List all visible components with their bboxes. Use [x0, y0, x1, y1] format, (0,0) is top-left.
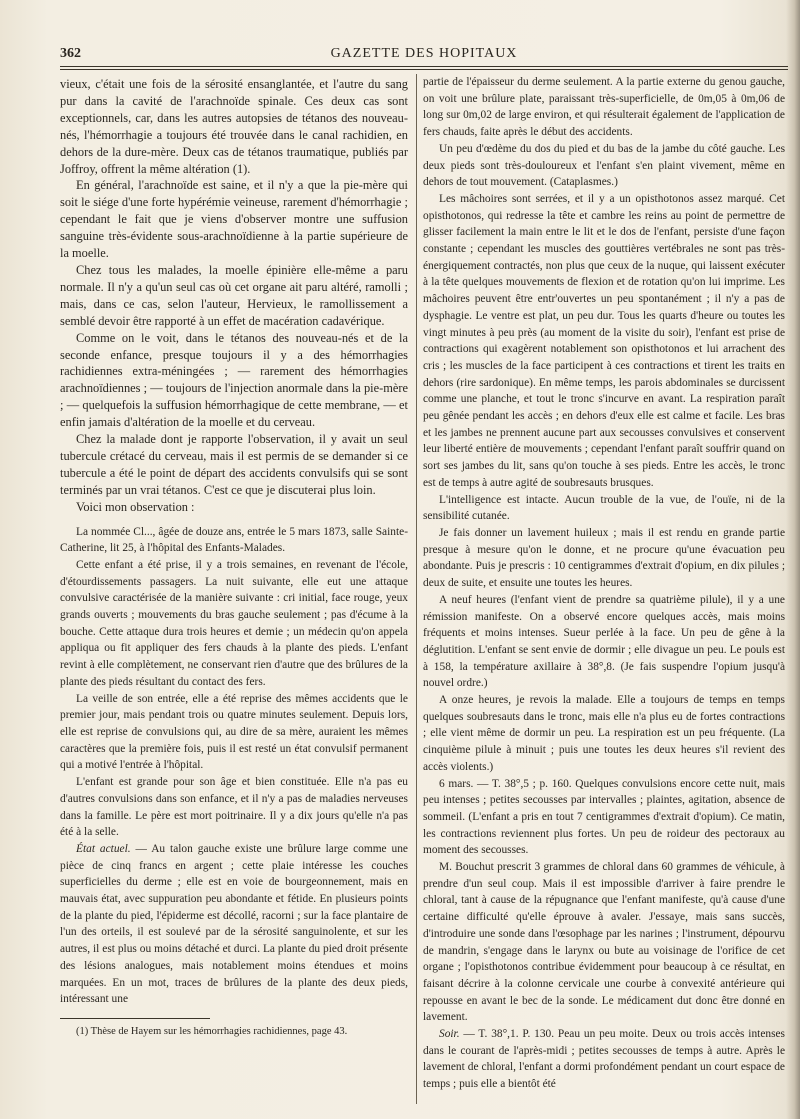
case-observation	[60, 524, 408, 1008]
paragraph: A neuf heures (l'enfant vient de prendre sa quatrième pilule), il y a une rémission manifeste. On a observé encore quelques accès, mais moins fréquents et moins intenses. Sueur perlée à la face. Un peu de gêne à la déglutition. L'enfant se sent envie de dormir ; elle divague un peu. Le pouls est à 158, la température axillaire à 38°,8. (Je fais suspendre l'opium jusqu'à nouvel ordre.)	[423, 593, 785, 690]
footnote: (1) Thèse de Hayem sur les hémorrhagies rachidiennes, page 43.	[76, 1025, 348, 1037]
paragraph: partie de l'épaisseur du derme seulement. A la partie externe du genou gauche, on voit une brûlure plate, paraissant très-superficielle, de 0m,05 à 0m,06 de long sur 0m,02 de large environ, et qui résulterait également de l'application de fers chauds, faite après le début des accidents.	[423, 76, 785, 139]
header-rule-double	[60, 69, 788, 70]
soir-label: Soir.	[439, 1028, 460, 1041]
paragraph: Comme on le voit, dans le tétanos des nouveau-nés et de la seconde enfance, presque toujours il y a des hémorrhagies rachidiennes extra-méningées ; — rarement des hémorrhagies arachnoïdiennes ; — toujours de l'injection anormale dans la pie-mère ; — quelquefois la suffusion hémorrhagique de cette membrane, — et enfin jamais d'altération de la moelle et du cerveau.	[60, 330, 408, 430]
paragraph-etat-actuel	[60, 841, 408, 1008]
paragraph: En général, l'arachnoïde est saine, et il n'y a que la pie-mère qui soit le siége d'une forte hypérémie veineuse, rarement d'hémorrhagie ; cependant le fait que je viens d'observer montre une suffusion sanguine très-évidente sous-arachnoïdienne à la partie supérieure de la moelle.	[60, 178, 408, 261]
paragraph: La veille de son entrée, elle a été reprise des mêmes accidents que le premier jour, mais pendant trois ou quatre minutes seulement. Depuis lors, elle est reprise de convulsions qui, au dire de sa mère, auraient les mêmes caractères que la première fois, puis il est resté un état convulsif permanent qui a motivé l'entrée à l'hôpital.	[60, 692, 408, 772]
etat-actuel-text: — Au talon gauche existe une brûlure large comme une pièce de cinq francs en argent ; cette plaie intéresse les couches superficielles du derme ; elle est en voie de bourgeonnement, mais en mauvais état, avec suppuration peu abondante et fétide. En plusieurs points de la plante du pied, l'épiderme est décollé, racorni ; sur la face plantaire de l'un des orteils, il est soulevé par de la sérosité sanguinolente, et sur les autres, il est plus ou moins détaché et durci. La plante du pied droit présente des lésions analogues, mais notablement moins étendues et moins marquées. En un mot, traces de brûlures de la plante des deux pieds, intéressant une	[60, 842, 408, 1006]
page-edge-shadow	[786, 0, 800, 1119]
paragraph: Chez tous les malades, la moelle épinière elle-même a paru normale. Il n'y a qu'un seul cas où cet organe ait paru altéré, ramolli ; mais, dans ce cas, selon l'auteur, Hervieux, le ramollissement a semblé devoir être rapporté à un effet de macération cadavérique.	[60, 262, 408, 328]
footnote-rule	[60, 1018, 210, 1019]
page-number: 362	[60, 46, 81, 61]
paragraph: Un peu d'œdème du dos du pied et du bas de la jambe du côté gauche. Les deux pieds sont très-douloureux et l'enfant s'en plaint vivement, même en dehors de tout mouvement. (Cataplasmes.)	[423, 142, 785, 189]
paragraph: Chez la malade dont je rapporte l'observation, il y avait un seul tubercule crétacé du cerveau, mais il est permis de se demander si ce tubercule a été le point de départ des accidents convulsifs qui se sont terminés par un vrai tétanos. C'est ce que je discuterai plus loin.	[60, 432, 408, 497]
paragraph: Les mâchoires sont serrées, et il y a un opisthotonos assez marqué. Cet opisthotonos, qui redresse la tête et cambre les reins au point de permettre de glisser facilement la main entre le lit et le dos de l'enfant, persiste d'une façon constante ; cependant les muscles des gouttières vertébrales ne sont pas très-énergiquement contractés, non plus que ceux de la nuque, qui laissent exécuter à la tête quelques mouvements de flexion et de rotation qu'on lui imprime. Les mâchoires peuvent être entr'ouvertes un peu spontanément ; il n'y a pas de dysphagie. Le ventre est plat, un peu dur. Tous les quarts d'heure ou toutes les vingt minutes à peu près (au moment de la visite du soir), l'enfant est prise de contractions qui exagèrent notablement son opisthotonos et lui arrachent des cris ; les muscles de la face participent à ces contractions et tirent les traits en dehors (rire sardonique). En même temps, les parois abdominales se durcissent comme une planche, et tout le tronc s'incurve en avant. La respiration paraît peu gênée pendant les accès ; en dehors d'eux elle est calme et facile. Les bras et les jambes ne prennent aucune part aux secousses convulsives et conservent leur liberté entière de mouvements ; cependant l'enfant paraît souffrir quand on sort ses jambes du lit, sans qu'on touche à ses pieds. Entre les accès, le tronc est de temps à autre agité de soubresauts brusques.	[423, 192, 785, 489]
column-divider	[416, 74, 417, 1104]
etat-actuel-label: État actuel.	[76, 842, 131, 855]
left-column	[60, 76, 408, 1039]
paragraph: M. Bouchut prescrit 3 grammes de chloral dans 60 grammes de véhicule, à prendre d'un seul coup. Mais il est impossible d'arriver à faire prendre le chloral, tant à cause de la répugnance que l'enfant manifeste, qu'à cause d'une certaine difficulté qu'elle éprouve à avaler. J'essaye, mais sans succès, d'introduire une sonde dans l'œsophage par les narines ; l'instrument, dépourvu de mandrin, s'engage dans le larynx ou bute au voisinage de l'orifice de cet organe ; l'opisthotonos contribue évidemment pour beaucoup à ce résultat, en faisant décrire à la colonne cervicale une courbe à convexité antérieure qui repousse en avant le bec de la sonde. Le médicament dut donc être donné en lavement.	[423, 861, 785, 1024]
paragraph: vieux, c'était une fois de la sérosité ensanglantée, et l'autre du sang pur dans la cavité de l'arachnoïde spinale. Ces deux cas sont exceptionnels, car, dans les autres autopsies de tétanos des nouveau-nés, l'hémorrhagie a toujours été trouvée dans le canal rachidien, en dehors de la dure-mère. Deux cas de tétanos traumatique, publiés par Joffroy, offrent la même altération (1).	[60, 77, 408, 176]
paragraph: Voici mon observation :	[76, 499, 195, 514]
paragraph: La nommée Cl..., âgée de douze ans, entrée le 5 mars 1873, salle Sainte-Catherine, lit 25, à l'hôpital des Enfants-Malades.	[60, 525, 408, 555]
paragraph: L'enfant est grande pour son âge et bien constituée. Elle n'a pas eu d'autres convulsions dans son enfance, et il n'y a pas de maladies nerveuses dans la famille. Le père est mort poitrinaire. Il y a dix jours qu'elle n'a pas été à la selle.	[60, 776, 408, 839]
soir-text: — T. 38°,1. P. 130. Peau un peu moite. Deux ou trois accès intenses dans le courant de l'après-midi ; petites secousses de temps à autre. Après le lavement de chloral, l'enfant a dormi profondément pendant un court espace de temps ; puis elle a bientôt été	[423, 1028, 785, 1091]
paragraph: L'intelligence est intacte. Aucun trouble de la vue, de l'ouïe, ni de la sensibilité cutanée.	[423, 493, 785, 523]
paragraph: Je fais donner un lavement huileux ; mais il est rendu en grande partie presque à mesure qu'on le donne, et ne procure qu'une évacuation peu abondante. Puis je prescris : 10 centigrammes d'extrait d'opium, en dix pilules ; deux de suite, et ensuite une toutes les heures.	[423, 526, 785, 590]
paragraph-soir	[423, 1026, 785, 1093]
paragraph: A onze heures, je revois la malade. Elle a toujours de temps en temps quelques soubresauts dans le tronc, mais elle n'a plus eu de fortes contractions ; elle vient même de dormir un peu. La respiration est un peu fréquente. (La cinquième pilule à minuit ; puis une toutes les deux heures s'il revient des accès violents.)	[423, 694, 785, 773]
journal-title: GAZETTE DES HOPITAUX	[330, 46, 518, 61]
paragraph: Cette enfant a été prise, il y a trois semaines, en revenant de l'école, d'étourdissements passagers. La nuit suivante, elle eut une attaque convulsive caractérisée de la manière suivante : cri initial, face rouge, yeux grands ouverts ; mouvements du bras gauche seulement ; pas d'écume à la bouche. Cette attaque dura trois heures et demie ; un médecin qu'on appela appliqua ou fit appliquer des fers chauds à la plante des pieds. L'enfant revint à elle complètement, ne conservant rien d'autre que des brûlures de la plante des pieds résultant du contact des fers.	[60, 558, 408, 688]
right-column	[423, 74, 785, 1093]
header-rule	[60, 66, 788, 67]
page-header	[60, 44, 788, 68]
paragraph: 6 mars. — T. 38°,5 ; p. 160. Quelques convulsions encore cette nuit, mais peu intenses ; petites secousses par intervalles ; plaintes, agitation, absence de sommeil. (L'enfant a pris en tout 7 centigrammes d'extrait d'opium). Ce matin, les contractions reviennent plus fortes. Un peu de roideur des pectoraux au moment des secousses.	[423, 777, 785, 857]
